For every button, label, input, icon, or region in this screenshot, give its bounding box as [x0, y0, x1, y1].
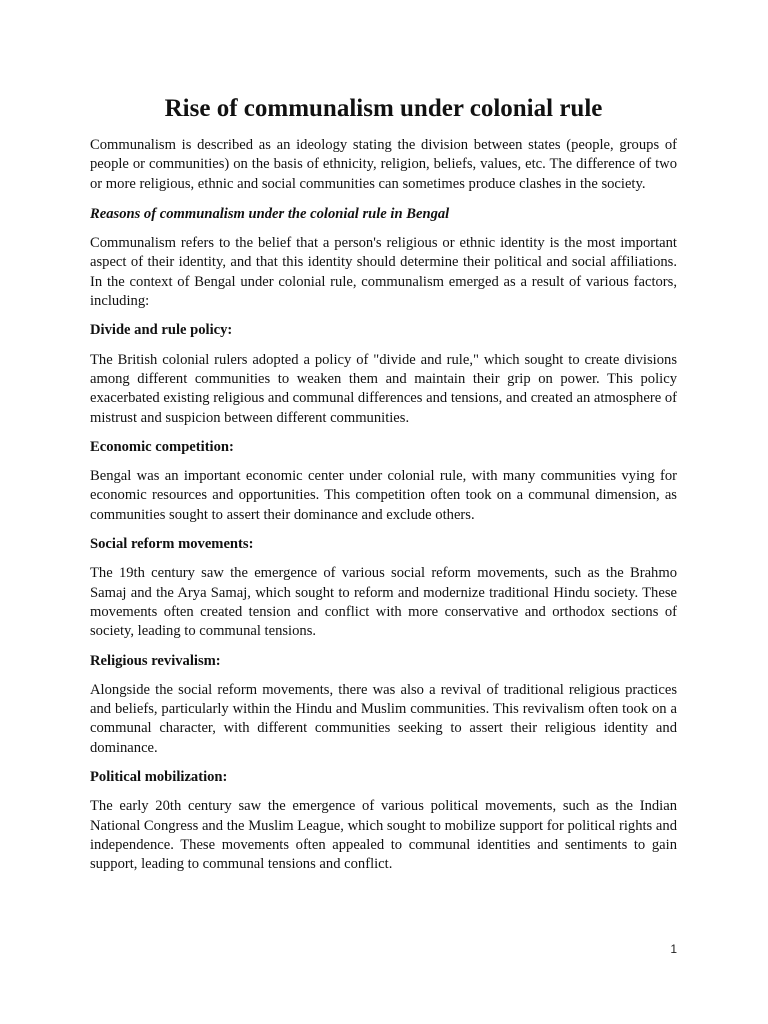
- section-heading-social-reform: Social reform movements:: [90, 536, 254, 553]
- intro-paragraph: Communalism is described as an ideology stating the division between states (people, groups of people or communities) on the basis of ethnicity, religion, beliefs, values, etc. The difference of two or more religious, ethnic and social communities can sometimes produce clashes in the society.: [90, 137, 677, 192]
- section-body-religious-revivalism: Alongside the social reform movements, there was also a revival of traditional religious practices and beliefs, particularly within the Hindu and Muslim communities. This revivalism often took on a communal character, with different communities seeking to assert their religious identity and dominance.: [90, 681, 677, 756]
- page-number: 1: [670, 942, 677, 956]
- section-subheading: Reasons of communalism under the colonial rule in Bengal: [90, 205, 450, 222]
- section-heading-divide-and-rule: Divide and rule policy:: [90, 322, 233, 339]
- section-body-political-mobilization: The early 20th century saw the emergence of various political movements, such as the Indian National Congress and the Muslim League, which sought to mobilize support for political rights and independence. These movements often appealed to communal identities and sentiments to gain support, leading to communal tensions and conflict.: [90, 798, 677, 873]
- document-page: [90, 0, 677, 875]
- section-heading-political-mobilization: Political mobilization:: [90, 769, 228, 786]
- overview-paragraph: Communalism refers to the belief that a person's religious or ethnic identity is the most important aspect of their identity, and that this identity should determine their political and social affiliations. In the context of Bengal under colonial rule, communalism emerged as a result of various factors, including:: [90, 235, 677, 310]
- section-heading-economic-competition: Economic competition:: [90, 438, 234, 455]
- page-title: Rise of communalism under colonial rule: [164, 95, 603, 122]
- section-body-divide-and-rule: The British colonial rulers adopted a policy of "divide and rule," which sought to create divisions among different communities to weaken them and maintain their grip on power. This policy exacerbated existing religious and communal differences and tensions, and created an atmosphere of mistrust and suspicion between different communities.: [90, 351, 677, 426]
- section-body-economic-competition: Bengal was an important economic center under colonial rule, with many communities vying for economic resources and opportunities. This competition often took on a communal dimension, as communities sought to assert their dominance and exclude others.: [90, 468, 677, 523]
- section-body-social-reform: The 19th century saw the emergence of various social reform movements, such as the Brahmo Samaj and the Arya Samaj, which sought to reform and modernize traditional Hindu society. These movements often created tension and conflict with more conservative and orthodox sections of society, leading to communal tensions.: [90, 565, 677, 640]
- section-heading-religious-revivalism: Religious revivalism:: [90, 652, 221, 669]
